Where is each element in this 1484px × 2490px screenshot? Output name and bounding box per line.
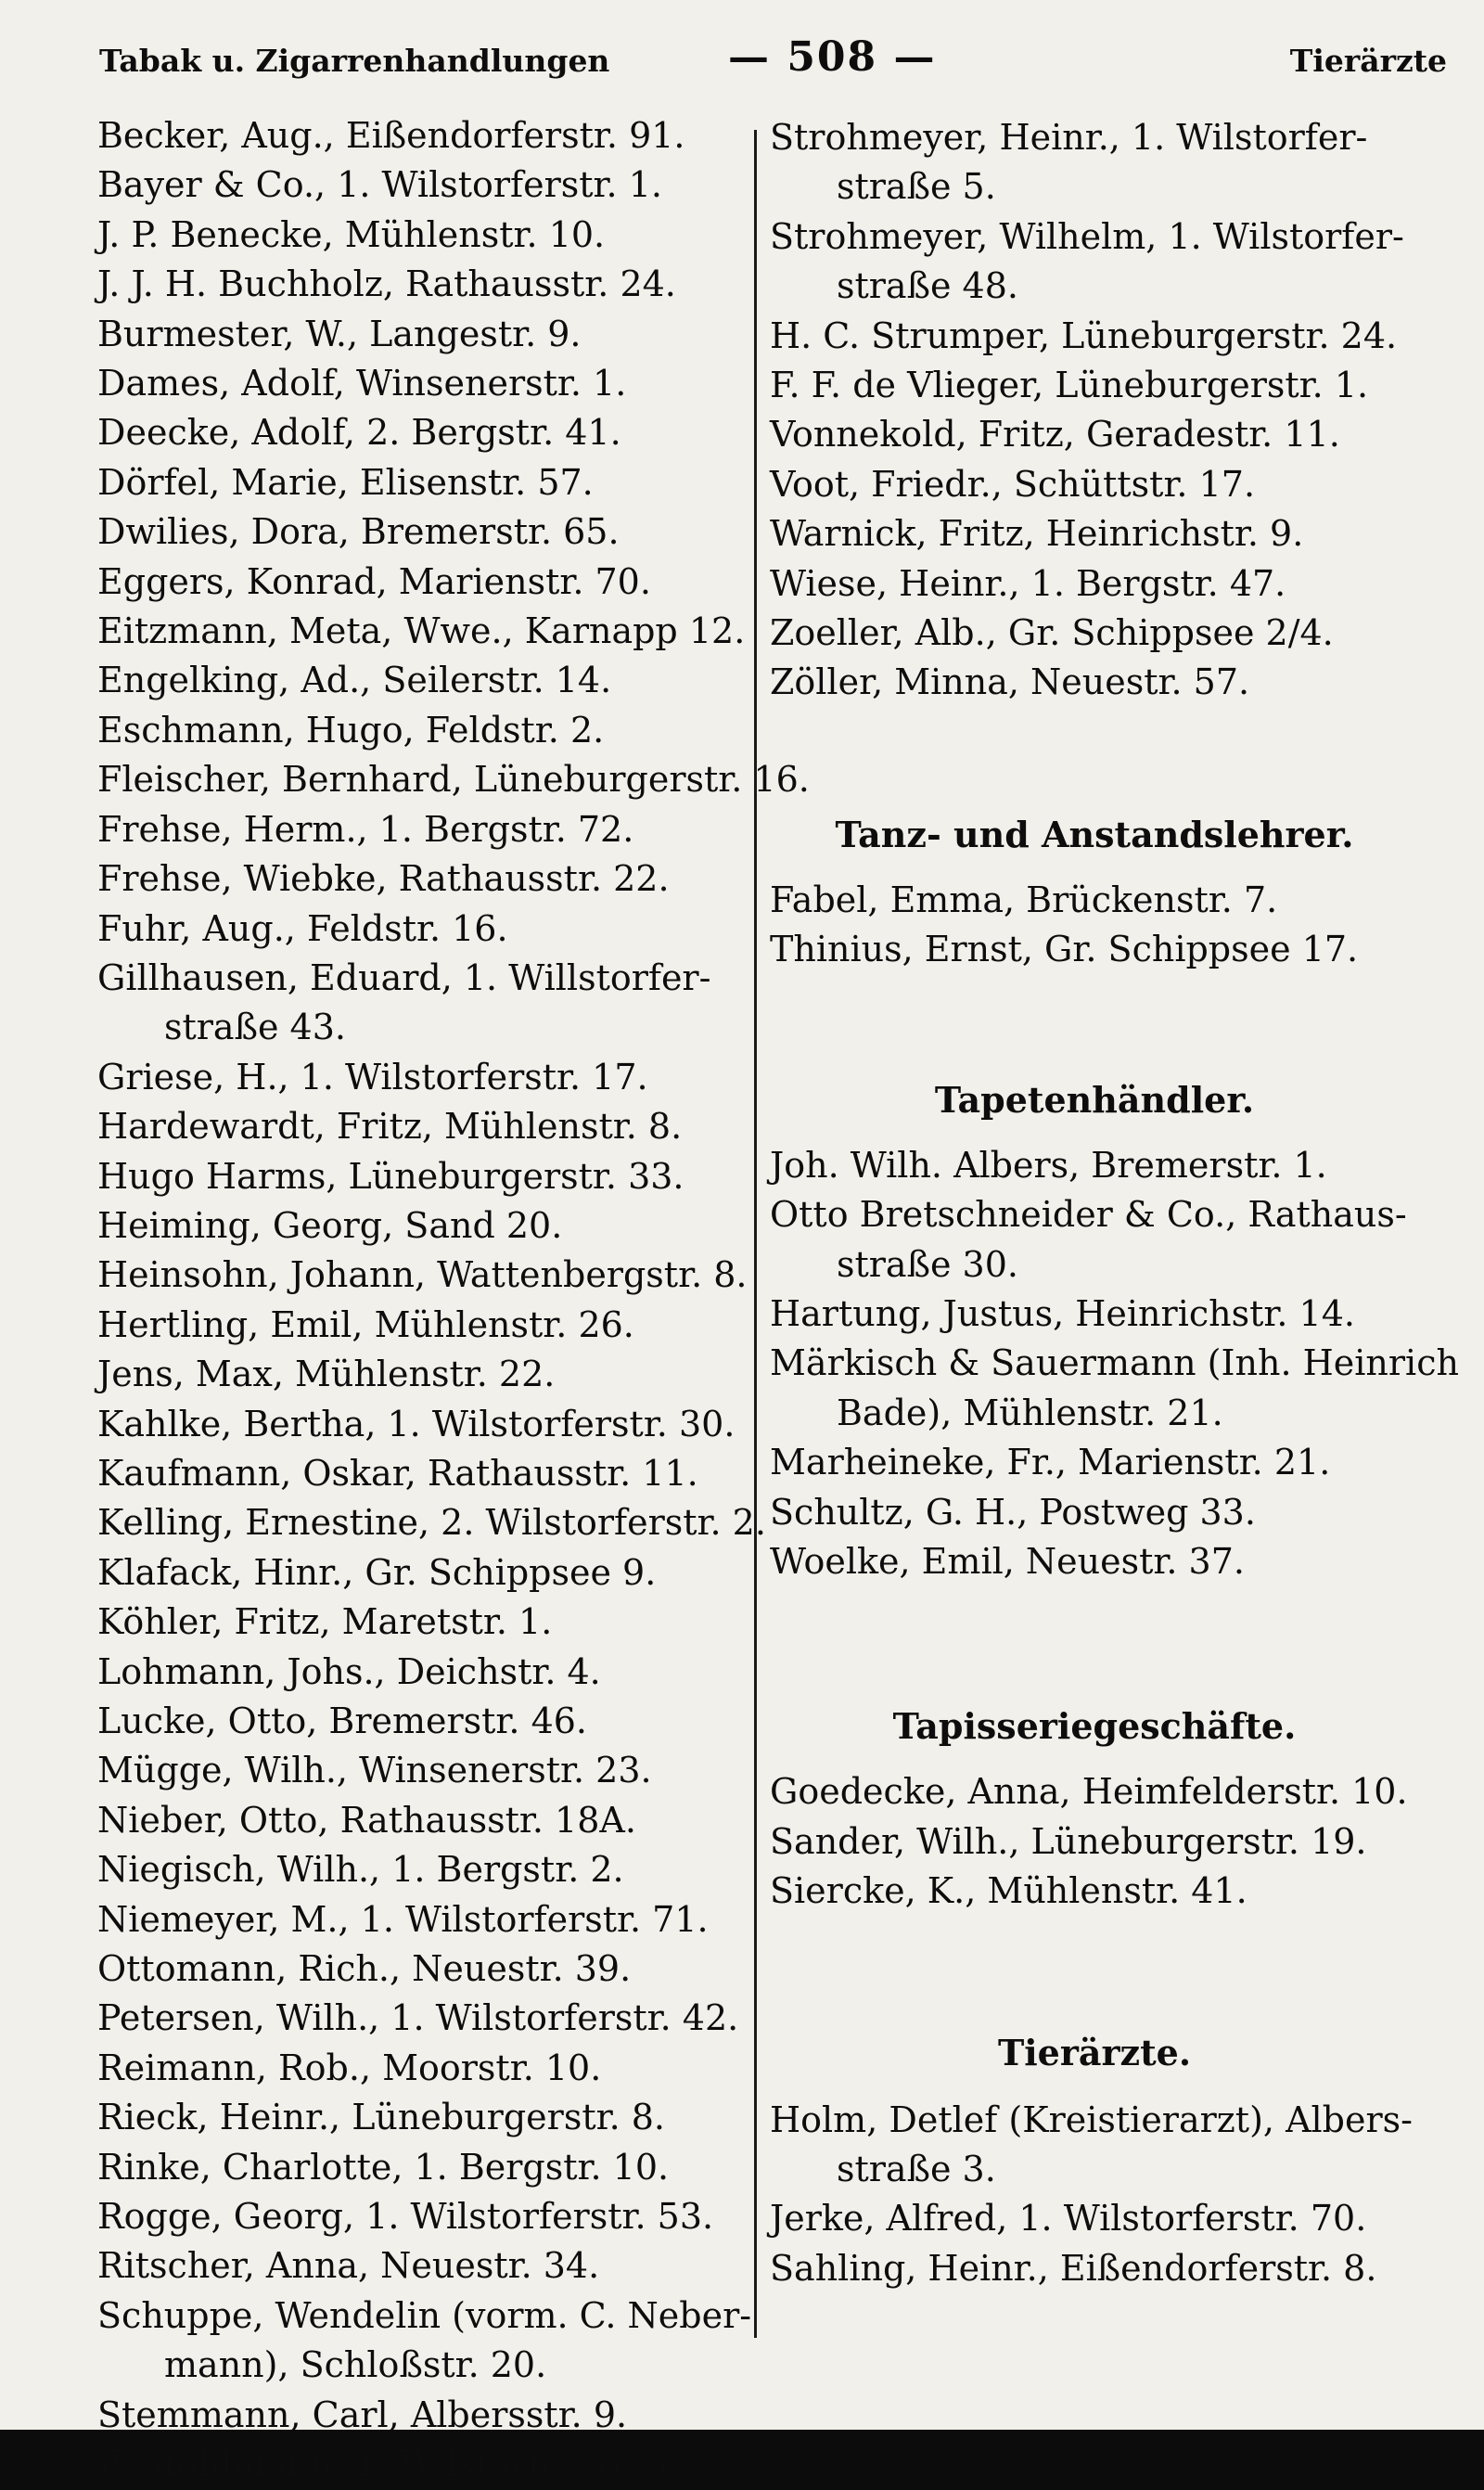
entry-text: Wiese, Heinr., 1. Bergstr. 47. bbox=[770, 562, 1286, 604]
entry-text: Kaufmann, Oskar, Rathausstr. 11. bbox=[97, 1452, 698, 1494]
list-item bbox=[97, 2291, 752, 2391]
entry-continuation: straße 3. bbox=[837, 2148, 996, 2189]
entry-continuation: straße 43. bbox=[164, 1007, 346, 1048]
list-item bbox=[97, 260, 747, 309]
list-item bbox=[770, 1290, 1456, 1339]
list-item bbox=[97, 1350, 747, 1399]
list-item bbox=[770, 609, 1456, 658]
entry-text: J. P. Benecke, Mühlenstr. 10. bbox=[97, 213, 606, 255]
entry-text: Stemmann, Carl, Albersstr. 9. bbox=[97, 2394, 628, 2435]
list-item bbox=[97, 1400, 747, 1449]
column-divider bbox=[754, 130, 757, 2338]
list-item bbox=[97, 558, 747, 607]
list-item bbox=[770, 1438, 1456, 1487]
entry-text: Rinke, Charlotte, 1. Bergstr. 10. bbox=[97, 2146, 670, 2188]
list-item bbox=[770, 2096, 1456, 2195]
list-item bbox=[97, 1945, 747, 1994]
list-item bbox=[97, 1598, 747, 1647]
entry-text: Rieck, Heinr., Lüneburgerstr. 8. bbox=[97, 2097, 665, 2138]
entry-text: Siercke, K., Mühlenstr. 41. bbox=[770, 1870, 1247, 1912]
entry-text: Engelking, Ad., Seilerstr. 14. bbox=[97, 660, 612, 701]
list-item bbox=[770, 460, 1456, 509]
list-item bbox=[770, 312, 1456, 361]
entry-text: Deecke, Adolf, 2. Bergstr. 41. bbox=[97, 412, 621, 454]
entry-text: Griese, H., 1. Wilstorferstr. 17. bbox=[97, 1056, 648, 1097]
left-column bbox=[97, 111, 810, 2490]
list-item bbox=[97, 2440, 747, 2489]
list-item bbox=[770, 1767, 1456, 1816]
list-item bbox=[97, 1301, 747, 1350]
entry-text: Eggers, Konrad, Marienstr. 70. bbox=[97, 560, 651, 602]
list-item bbox=[770, 1537, 1456, 1586]
header-left-title: Tabak u. Zigarrenhandlungen bbox=[99, 43, 610, 79]
entry-text: Lucke, Otto, Bremerstr. 46. bbox=[97, 1701, 588, 1741]
entry-text: Otto Bretschneider & Co., Rathaus- bbox=[770, 1194, 1407, 1236]
entry-text: Voot, Friedr., Schüttstr. 17. bbox=[770, 463, 1256, 505]
list-item bbox=[97, 2391, 747, 2440]
list-item bbox=[97, 211, 747, 260]
right-column bbox=[770, 113, 1459, 2293]
list-item bbox=[97, 310, 747, 359]
list-item bbox=[97, 1498, 766, 1547]
entry-text: Frehse, Wiebke, Rathausstr. 22. bbox=[97, 858, 670, 900]
tabak-continued-list bbox=[770, 113, 1456, 708]
list-item bbox=[97, 2044, 747, 2093]
entry-continuation: straße 48. bbox=[837, 265, 1018, 307]
entry-text: Niemeyer, M., 1. Wilstorferstr. 71. bbox=[97, 1898, 709, 1940]
section-title-tieraerzte: Tierärzte. bbox=[997, 2031, 1192, 2073]
list-item bbox=[97, 905, 747, 954]
entry-text: Joh. Wilh. Albers, Bremerstr. 1. bbox=[770, 1144, 1327, 1186]
entry-text: Zoeller, Alb., Gr. Schippsee 2/4. bbox=[770, 612, 1334, 654]
entry-text: Burmester, W., Langestr. 9. bbox=[97, 313, 582, 354]
entry-text: Schultz, G. H., Postweg 33. bbox=[770, 1491, 1256, 1533]
list-item bbox=[770, 1867, 1456, 1916]
list-item bbox=[97, 1648, 747, 1697]
list-item bbox=[770, 410, 1456, 459]
entry-text: Warnick, Fritz, Heinrichstr. 9. bbox=[770, 513, 1304, 555]
list-item bbox=[97, 1796, 747, 1845]
entry-text: Goedecke, Anna, Heimfelderstr. 10. bbox=[770, 1771, 1408, 1813]
entry-text: Nieber, Otto, Rathausstr. 18A. bbox=[97, 1799, 636, 1841]
entry-text: Köhler, Fritz, Maretstr. 1. bbox=[97, 1601, 553, 1643]
list-item bbox=[770, 559, 1456, 609]
entry-text: Jerke, Alfred, 1. Wilstorferstr. 70. bbox=[770, 2198, 1367, 2240]
list-item bbox=[97, 111, 747, 160]
tieraerzte-list bbox=[770, 2096, 1456, 2294]
entry-text: Gillhausen, Eduard, 1. Willstorfer- bbox=[97, 956, 711, 998]
header-right-title: Tierärzte bbox=[1289, 43, 1447, 79]
list-item bbox=[770, 1339, 1459, 1438]
list-item bbox=[770, 509, 1456, 558]
list-item bbox=[770, 1141, 1456, 1190]
list-item bbox=[97, 408, 747, 457]
entry-continuation: straße 30. bbox=[837, 1243, 1018, 1285]
list-item bbox=[770, 658, 1456, 707]
list-item bbox=[97, 1895, 747, 1945]
entry-text: H. C. Strumper, Lüneburgerstr. 24. bbox=[770, 314, 1398, 356]
entry-text: Heinsohn, Johann, Wattenbergstr. 8. bbox=[97, 1254, 748, 1296]
entry-continuation: straße 5. bbox=[837, 166, 996, 208]
list-item bbox=[97, 1994, 747, 2043]
entry-text: Klafack, Hinr., Gr. Schippsee 9. bbox=[97, 1551, 657, 1593]
entry-text: F. F. de Vlieger, Lüneburgerstr. 1. bbox=[770, 365, 1369, 406]
entry-text: Niegisch, Wilh., 1. Bergstr. 2. bbox=[97, 1849, 624, 1891]
list-item bbox=[97, 507, 747, 557]
entry-text: Fabel, Emma, Brückenstr. 7. bbox=[770, 879, 1278, 920]
running-header bbox=[79, 26, 1447, 91]
entry-text: Lohmann, Johs., Deichstr. 4. bbox=[97, 1650, 601, 1692]
entry-text: Sahling, Heinr., Eißendorferstr. 8. bbox=[770, 2247, 1377, 2289]
entry-text: Kelling, Ernestine, 2. Wilstorferstr. 2. bbox=[97, 1502, 766, 1544]
list-item bbox=[770, 1817, 1456, 1867]
list-item bbox=[770, 361, 1456, 410]
list-item bbox=[97, 805, 747, 854]
list-item bbox=[97, 458, 747, 507]
list-item bbox=[97, 1449, 747, 1498]
entry-text: J. J. H. Buchholz, Rathausstr. 24. bbox=[97, 263, 676, 305]
list-item bbox=[770, 2194, 1456, 2243]
entry-text: Hertling, Emil, Mühlenstr. 26. bbox=[97, 1303, 634, 1345]
list-item bbox=[770, 1488, 1456, 1537]
section-title-tapeten: Tapetenhändler. bbox=[934, 1078, 1255, 1121]
list-item bbox=[97, 755, 810, 804]
list-item bbox=[770, 1190, 1456, 1290]
list-item bbox=[97, 2192, 747, 2241]
entry-text: Reimann, Rob., Moorstr. 10. bbox=[97, 2047, 602, 2088]
tapisserie-list bbox=[770, 1767, 1456, 1916]
entry-text: Holm, Detlef (Kreistierarzt), Albers- bbox=[770, 2099, 1413, 2140]
list-item bbox=[97, 359, 747, 408]
entry-text: Märkisch & Sauermann (Inh. Heinrich bbox=[770, 1342, 1459, 1384]
list-item bbox=[97, 1548, 747, 1598]
list-item bbox=[97, 2093, 747, 2142]
section-title-tapisserie: Tapisseriegeschäfte. bbox=[892, 1705, 1297, 1748]
entry-text: Ottomann, Rich., Neuestr. 39. bbox=[97, 1948, 632, 1990]
entry-text: Jens, Max, Mühlenstr. 22. bbox=[97, 1354, 556, 1395]
entry-text: Bayer & Co., 1. Wilstorferstr. 1. bbox=[97, 164, 662, 206]
entry-text: Hugo Harms, Lüneburgerstr. 33. bbox=[97, 1155, 684, 1197]
entry-text: Zöller, Minna, Neuestr. 57. bbox=[770, 661, 1250, 703]
entry-text: Eschmann, Hugo, Feldstr. 2. bbox=[97, 709, 605, 751]
list-item bbox=[97, 1053, 747, 1102]
section-title-tanz: Tanz- und Anstandslehrer. bbox=[835, 813, 1354, 855]
entry-text: Sander, Wilh., Lüneburgerstr. 19. bbox=[770, 1820, 1367, 1862]
list-item bbox=[97, 854, 747, 904]
tapeten-list bbox=[770, 1141, 1459, 1587]
entry-text: Thinius, Ernst, Gr. Schippsee 17. bbox=[770, 929, 1359, 970]
list-item bbox=[770, 113, 1456, 212]
list-item bbox=[97, 656, 747, 705]
entry-text: F. Stohlmann, 1. Wilstorferstr. 3. bbox=[97, 2444, 680, 2485]
list-item bbox=[97, 160, 747, 210]
entry-text: Kahlke, Bertha, 1. Wilstorferstr. 30. bbox=[97, 1403, 736, 1444]
list-item bbox=[97, 2241, 747, 2291]
list-item bbox=[97, 1697, 747, 1746]
entry-text: Heiming, Georg, Sand 20. bbox=[97, 1204, 563, 1246]
entry-text: Strohmeyer, Heinr., 1. Wilstorfer- bbox=[770, 117, 1368, 158]
entry-text: Dwilies, Dora, Bremerstr. 65. bbox=[97, 511, 620, 553]
list-item bbox=[97, 954, 747, 1053]
entry-text: Vonnekold, Fritz, Geradestr. 11. bbox=[770, 414, 1340, 456]
list-item bbox=[770, 876, 1456, 925]
entry-text: Becker, Aug., Eißendorferstr. 91. bbox=[97, 115, 685, 156]
entry-text: Strohmeyer, Wilhelm, 1. Wilstorfer- bbox=[770, 215, 1404, 257]
list-item bbox=[97, 1102, 747, 1151]
entry-text: Schuppe, Wendelin (vorm. C. Neber- bbox=[97, 2294, 752, 2336]
entry-text: Frehse, Herm., 1. Bergstr. 72. bbox=[97, 808, 634, 850]
entry-text: Dörfel, Marie, Elisenstr. 57. bbox=[97, 461, 594, 503]
list-item bbox=[770, 212, 1456, 312]
entry-continuation: Bade), Mühlenstr. 21. bbox=[837, 1392, 1223, 1433]
entry-text: Hartung, Justus, Heinrichstr. 14. bbox=[770, 1292, 1355, 1334]
entry-text: Hardewardt, Fritz, Mühlenstr. 8. bbox=[97, 1106, 683, 1148]
list-item bbox=[97, 607, 747, 656]
entry-text: Mügge, Wilh., Winsenerstr. 23. bbox=[97, 1750, 652, 1791]
entry-text: Fuhr, Aug., Feldstr. 16. bbox=[97, 907, 508, 949]
entry-text: Marheineke, Fr., Marienstr. 21. bbox=[770, 1442, 1331, 1483]
tanz-list bbox=[770, 876, 1456, 975]
entry-text: Woelke, Emil, Neuestr. 37. bbox=[770, 1540, 1245, 1582]
entry-text: Fleischer, Bernhard, Lüneburgerstr. 16. bbox=[97, 759, 810, 801]
list-item bbox=[97, 1251, 747, 1300]
entry-continuation: mann), Schloßstr. 20. bbox=[164, 2344, 547, 2386]
list-item bbox=[97, 2143, 747, 2192]
list-item bbox=[97, 706, 747, 755]
entry-text: Ritscher, Anna, Neuestr. 34. bbox=[97, 2245, 600, 2287]
list-item bbox=[97, 1152, 747, 1201]
list-item bbox=[770, 2244, 1456, 2293]
page-number: — 508 — bbox=[728, 33, 937, 81]
entry-text: Rogge, Georg, 1. Wilstorferstr. 53. bbox=[97, 2196, 714, 2238]
list-item bbox=[97, 1201, 747, 1251]
list-item bbox=[97, 1746, 747, 1795]
list-item bbox=[97, 1845, 747, 1894]
list-item bbox=[770, 925, 1456, 974]
entry-text: Dames, Adolf, Winsenerstr. 1. bbox=[97, 363, 627, 404]
entry-text: Eitzmann, Meta, Wwe., Karnapp 12. bbox=[97, 610, 746, 652]
entry-text: Petersen, Wilh., 1. Wilstorferstr. 42. bbox=[97, 1997, 739, 2039]
